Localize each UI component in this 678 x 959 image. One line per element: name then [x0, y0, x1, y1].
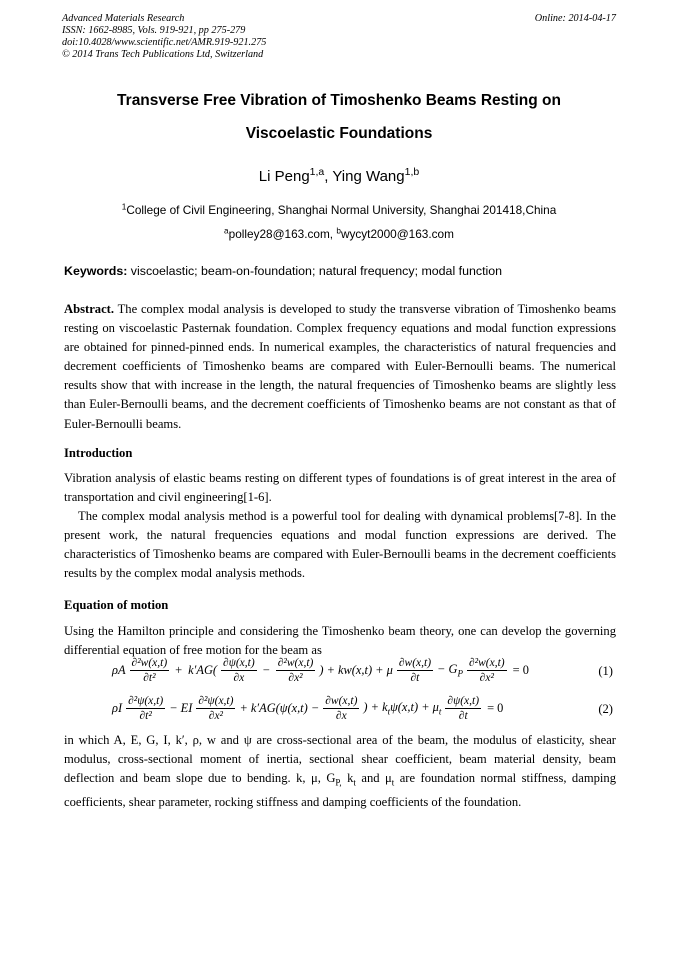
author-name: Ying Wang	[332, 168, 405, 185]
eq-term-text: − G	[437, 662, 458, 677]
keywords-text: viscoelastic; beam-on-foundation; natural frequency; modal function	[127, 264, 503, 278]
eq-numerator: ∂w(x,t)	[398, 657, 432, 669]
eq-denominator: ∂x²	[288, 672, 303, 684]
eq-numerator: ∂²w(x,t)	[468, 657, 505, 669]
eq-denominator: ∂x²	[479, 672, 494, 684]
section-heading-introduction: Introduction	[64, 446, 133, 460]
equation-2	[112, 694, 616, 730]
equation-number: (1)	[598, 664, 613, 678]
paragraph-text: and μ	[355, 771, 392, 786]
eq-term: k′AG(	[188, 663, 218, 677]
section-heading-equation-of-motion: Equation of motion	[64, 598, 169, 612]
eq-denominator: ∂x	[335, 710, 347, 722]
eq-denominator: ∂t	[458, 710, 468, 722]
email-address: polley28@163.com,	[228, 227, 337, 241]
keywords-label: Keywords:	[64, 264, 128, 278]
equation-number: (2)	[598, 702, 613, 716]
doi-line: doi:10.4028/www.scientific.net/AMR.919-921.275	[62, 37, 267, 48]
eq-numerator: ∂ψ(x,t)	[223, 657, 255, 669]
equation-explanation-paragraph	[64, 731, 616, 812]
paper-title-line-1: Transverse Free Vibration of Timoshenko Beams Resting on	[117, 92, 561, 109]
eq-term	[437, 662, 463, 679]
eq-fraction	[467, 656, 507, 685]
equation-1	[112, 656, 616, 692]
abstract-label: Abstract.	[64, 302, 115, 316]
email-address: wycyt2000@163.com	[340, 227, 454, 241]
journal-name: Advanced Materials Research	[62, 13, 185, 24]
author-separator: ,	[324, 168, 333, 185]
online-date: Online: 2014-04-17	[534, 13, 616, 24]
eq-numerator: ∂²w(x,t)	[131, 657, 168, 669]
eq-numerator: ∂²ψ(x,t)	[198, 695, 234, 707]
eq-fraction	[196, 694, 235, 723]
paper-title-line-2: Viscoelastic Foundations	[245, 125, 433, 142]
paragraph-text: k	[341, 771, 354, 786]
eq-numerator: ∂²w(x,t)	[277, 657, 314, 669]
eq-subscript: t	[438, 706, 442, 717]
eq-fraction	[397, 656, 433, 685]
eq-numerator: ∂²ψ(x,t)	[128, 695, 164, 707]
eq-term: ) + kw(x,t) + μ	[319, 663, 393, 677]
keywords	[64, 264, 616, 278]
affiliation	[0, 203, 678, 217]
eq-fraction	[221, 656, 257, 685]
journal-header	[62, 13, 616, 61]
eq-denominator: ∂x	[233, 672, 245, 684]
eq-fraction	[130, 656, 170, 685]
eq-term-text: ) + k	[363, 700, 388, 715]
eq-denominator: ∂t²	[143, 672, 156, 684]
author-affiliation-mark: 1,b	[404, 166, 420, 179]
eq-term: ρA	[112, 663, 126, 677]
abstract-text: The complex modal analysis is developed to study the transverse vibration of Timoshenko beams resting on viscoelastic Pasternak foundation. Complex frequency equations and modal function expressions are obtained for pinned-pinned ends. In numerical examples, the characteristics of natural frequencies and decrement coefficients of Timoshenko beams are compared with Euler-Bernoulli beams. The numerical results show that with increase in the length, the natural frequencies of Timoshenko beams are slightly less than Euler-Bernoulli beams, and the decrement coefficients of Timoshenko beams are not constant as that of Euler-Bernoulli beams.	[64, 302, 616, 431]
abstract	[64, 300, 616, 434]
eq-fraction	[126, 694, 165, 723]
subscript: t	[391, 777, 395, 788]
affiliation-mark: 1	[121, 202, 127, 212]
eq-operator: −	[262, 663, 270, 677]
eq-numerator: ∂w(x,t)	[325, 695, 358, 707]
author-list	[0, 168, 678, 185]
paragraph-text: are foundation normal stiffness, damping coefficients, shear parameter, rocking stiffness and damping coefficients of the foundation.	[64, 771, 616, 809]
subscript: t	[353, 777, 356, 788]
email-mark: b	[336, 226, 341, 236]
issn-line: ISSN: 1662-8985, Vols. 919-921, pp 275-279	[62, 25, 246, 36]
eq-operator: +	[175, 663, 183, 677]
eq-numerator: ∂ψ(x,t)	[447, 695, 480, 707]
eq-fraction	[445, 694, 481, 723]
paragraph-text: in which A, E, G, I, k′, ρ, w and ψ are cross-sectional area of the beam, the modulus of elasticity, shear modulus, cross-sectional moment of inertia, sectional shear coefficient, beam material density, beam deflection and beam slope due to bending. k, μ, G	[64, 733, 616, 786]
copyright-line: © 2014 Trans Tech Publications Ltd, Switzerland	[62, 49, 264, 60]
author-name: Li Peng	[258, 168, 310, 185]
affiliation-text: College of Civil Engineering, Shanghai Normal University, Shanghai 201418,China	[126, 203, 557, 217]
eq-denominator: ∂t	[410, 672, 420, 684]
eq-term: + k′AG(ψ(x,t) −	[239, 701, 320, 715]
eq-denominator: ∂x²	[208, 710, 224, 722]
eq-denominator: ∂t²	[139, 710, 152, 722]
eq-term: − EI	[169, 701, 193, 715]
email-mark: a	[224, 226, 229, 236]
eq-fraction	[323, 694, 359, 723]
equation-intro-paragraph: Using the Hamilton principle and considering the Timoshenko beam theory, one can develop the governing differential equation of free motion for the beam as	[64, 624, 616, 658]
eq-fraction	[276, 656, 316, 685]
eq-term: ρI	[112, 701, 123, 715]
email-line	[0, 227, 678, 241]
eq-term	[363, 700, 442, 717]
subscript: P,	[335, 777, 342, 788]
eq-subscript: P	[457, 668, 463, 679]
introduction-paragraph-2: The complex modal analysis method is a powerful tool for dealing with dynamical problems[7-8]. In the present work, the natural frequencies equations and modal function expressions are derived. The characteristics of Timoshenko beams are compared with Euler-Bernoulli beams in the decrement coefficients results by the complex modal analysis methods.	[64, 509, 616, 581]
author-affiliation-mark: 1,a	[309, 166, 325, 179]
eq-equals: = 0	[487, 701, 504, 715]
eq-equals: = 0	[512, 663, 529, 677]
eq-subscript: t	[387, 706, 391, 717]
eq-term-text: ψ(x,t) + μ	[390, 700, 439, 715]
introduction-paragraph-1: Vibration analysis of elastic beams resting on different types of foundations is of great interest in the area of transportation and civil engineering[1-6].	[64, 471, 616, 505]
